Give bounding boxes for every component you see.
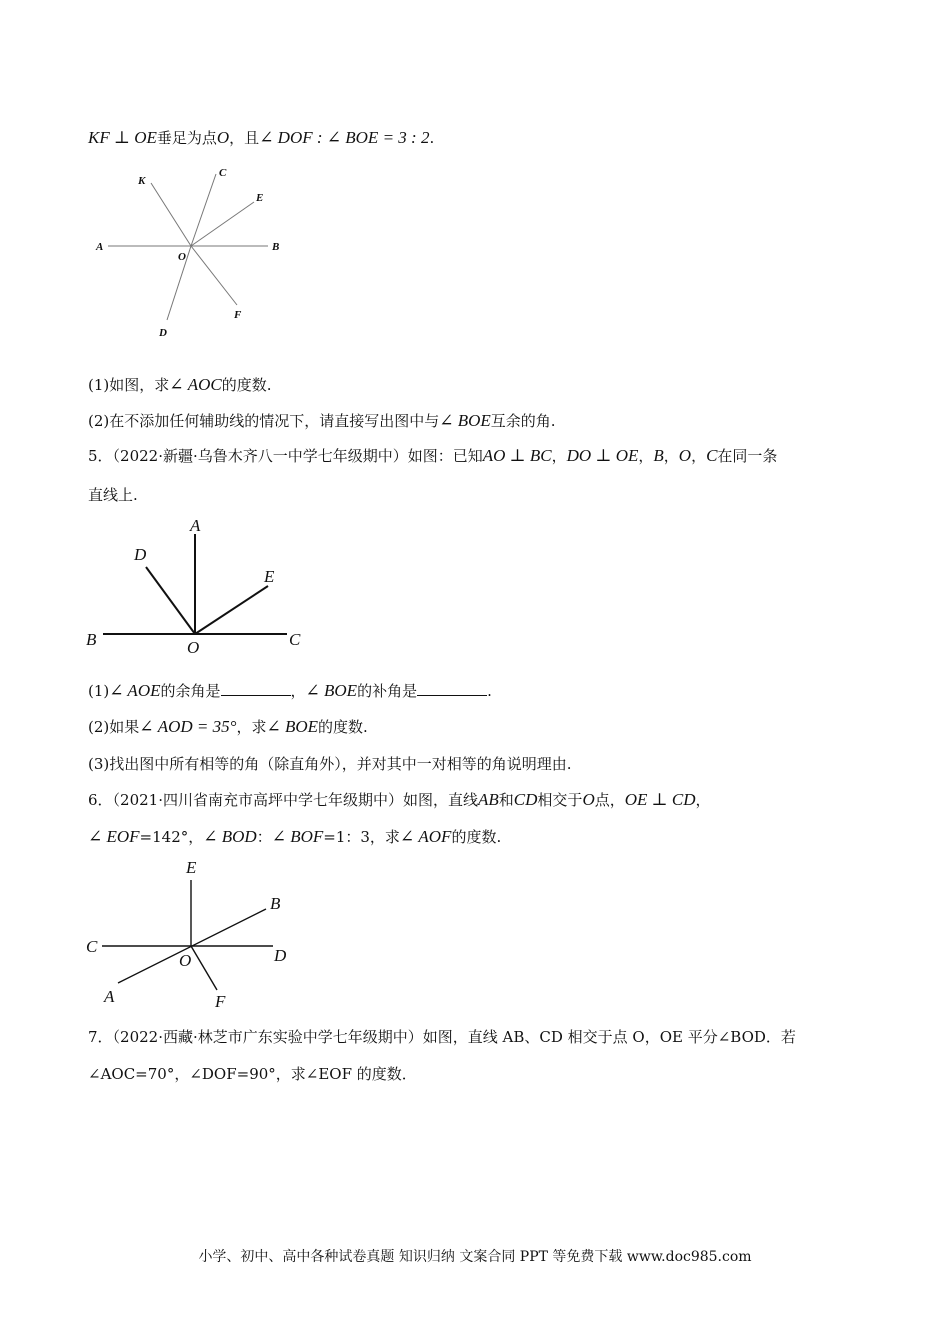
text: 的度数. xyxy=(318,718,368,736)
text: (3)找出图中所有相等的角（除直角外），并对其中一对相等的角说明理由. xyxy=(88,755,572,773)
text: 和 xyxy=(498,791,514,809)
text: . xyxy=(487,682,492,700)
label-a: A xyxy=(104,987,115,1006)
text: ∠AOC=70°，∠DOF=90°，求∠EOF 的度数． xyxy=(88,1065,417,1083)
label-c: C xyxy=(219,167,227,179)
q5-part3 xyxy=(88,753,572,774)
q5-part1 xyxy=(88,680,492,701)
text: 的度数. xyxy=(451,828,502,846)
q5-stem xyxy=(88,445,777,466)
label-o: O xyxy=(178,251,186,263)
text: . xyxy=(429,129,435,147)
label-b: B xyxy=(86,630,97,649)
text: ， xyxy=(695,791,711,809)
label-d: D xyxy=(134,545,147,564)
text: 5．（2022·新疆·乌鲁木齐八一中学七年级期中）如图：已知 xyxy=(88,447,483,465)
text: (2)如果 xyxy=(88,718,140,736)
text: (1) xyxy=(88,682,110,700)
math: C xyxy=(706,446,718,465)
text: =1：3，求 xyxy=(323,828,400,846)
math: OE ⊥ CD xyxy=(624,790,696,809)
math-angle-aof: ∠ AOF xyxy=(399,827,452,846)
math-angle-eof: ∠ EOF xyxy=(88,827,140,846)
text: ，求 xyxy=(236,718,267,736)
text: ， xyxy=(691,447,707,465)
label-f: F xyxy=(215,992,226,1011)
text: (2)在不添加任何辅助线的情况下，请直接写出图中与 xyxy=(88,412,440,430)
ray-od xyxy=(146,567,195,634)
q5-stem-cont xyxy=(88,484,138,505)
math-angle-boe: ∠ BOE xyxy=(305,681,358,700)
label-d: D xyxy=(159,327,167,339)
math-kf-perp-oe: KF ⊥ OE xyxy=(88,128,157,147)
label-e: E xyxy=(264,567,275,586)
q7-line2 xyxy=(88,1063,417,1084)
label-k: K xyxy=(138,175,146,187)
text: 的度数. xyxy=(221,376,272,394)
text: 7．（2022·西藏·林芝市广东实验中学七年级期中）如图，直线 AB、CD 相交于点 O，OE 平分∠BOD．若 xyxy=(88,1028,796,1046)
label-b: B xyxy=(272,241,280,253)
text: 互余的角. xyxy=(490,412,556,430)
answer-blank-2[interactable] xyxy=(417,682,487,696)
ray-oe xyxy=(191,202,254,246)
text: ，且 xyxy=(229,129,260,147)
label-a: A xyxy=(96,241,104,253)
ray-ok xyxy=(151,183,191,246)
text: 点， xyxy=(594,791,625,809)
label-e: E xyxy=(186,858,197,877)
text: (1)如图，求 xyxy=(88,376,170,394)
label-e: E xyxy=(256,192,264,204)
math-angle-bof: ∠ BOF xyxy=(271,827,324,846)
text: 在同一条 xyxy=(717,447,778,465)
label-f: F xyxy=(234,309,242,321)
q6-stem-line2 xyxy=(88,826,501,847)
label-c: C xyxy=(289,630,301,649)
text: ， xyxy=(663,447,679,465)
math-angle-bod: ∠ BOD xyxy=(203,827,257,846)
math-o: O xyxy=(216,128,230,147)
text: ， xyxy=(638,447,654,465)
math-angle-aoc: ∠ AOC xyxy=(169,375,222,394)
text: ： xyxy=(256,828,272,846)
answer-blank-1[interactable] xyxy=(221,682,291,696)
line-ab xyxy=(118,909,266,983)
math: B xyxy=(653,446,664,465)
label-o: O xyxy=(187,638,200,657)
label-o: O xyxy=(179,951,192,970)
q6-stem xyxy=(88,789,711,810)
text: =142°， xyxy=(139,828,204,846)
ray-oc xyxy=(191,174,216,246)
page-footer: 小学、初中、高中各种试卷真题 知识归纳 文案合同 PPT 等免费下载 www.doc985.com xyxy=(198,1249,752,1265)
math-angle-aod: ∠ AOD = 35° xyxy=(139,717,237,736)
math-angle-boe: ∠ BOE xyxy=(266,717,319,736)
math: AO ⊥ BC xyxy=(482,446,552,465)
text: ， xyxy=(290,682,306,700)
math: O xyxy=(678,446,692,465)
math: O xyxy=(582,790,595,809)
math-angle-boe: ∠ BOE xyxy=(439,411,491,430)
q7-line1 xyxy=(88,1026,796,1047)
math: AB xyxy=(478,790,499,809)
math-ratio: ∠ DOF : ∠ BOE = 3 : 2 xyxy=(259,128,430,147)
q5-part2 xyxy=(88,716,368,737)
ray-of xyxy=(191,946,217,990)
text: ， xyxy=(551,447,567,465)
text: 的余角是 xyxy=(160,682,221,700)
text: 6．（2021·四川省南充市高坪中学七年级期中）如图，直线 xyxy=(88,791,478,809)
text: 垂足为点 xyxy=(156,129,217,147)
ray-oe xyxy=(195,586,268,634)
text: 相交于 xyxy=(537,791,583,809)
intro-line xyxy=(88,127,434,148)
label-b: B xyxy=(270,894,281,913)
math: DO ⊥ OE xyxy=(566,446,639,465)
q4-part2 xyxy=(88,410,556,431)
math-angle-aoe: ∠ AOE xyxy=(109,681,161,700)
text: 直线上. xyxy=(88,486,138,504)
label-a: A xyxy=(190,516,201,535)
label-c: C xyxy=(86,937,98,956)
label-d: D xyxy=(274,946,287,965)
ray-of xyxy=(191,246,237,305)
math: CD xyxy=(513,790,538,809)
q4-part1 xyxy=(88,374,272,395)
ray-od xyxy=(167,246,191,320)
text: 的补角是 xyxy=(357,682,418,700)
